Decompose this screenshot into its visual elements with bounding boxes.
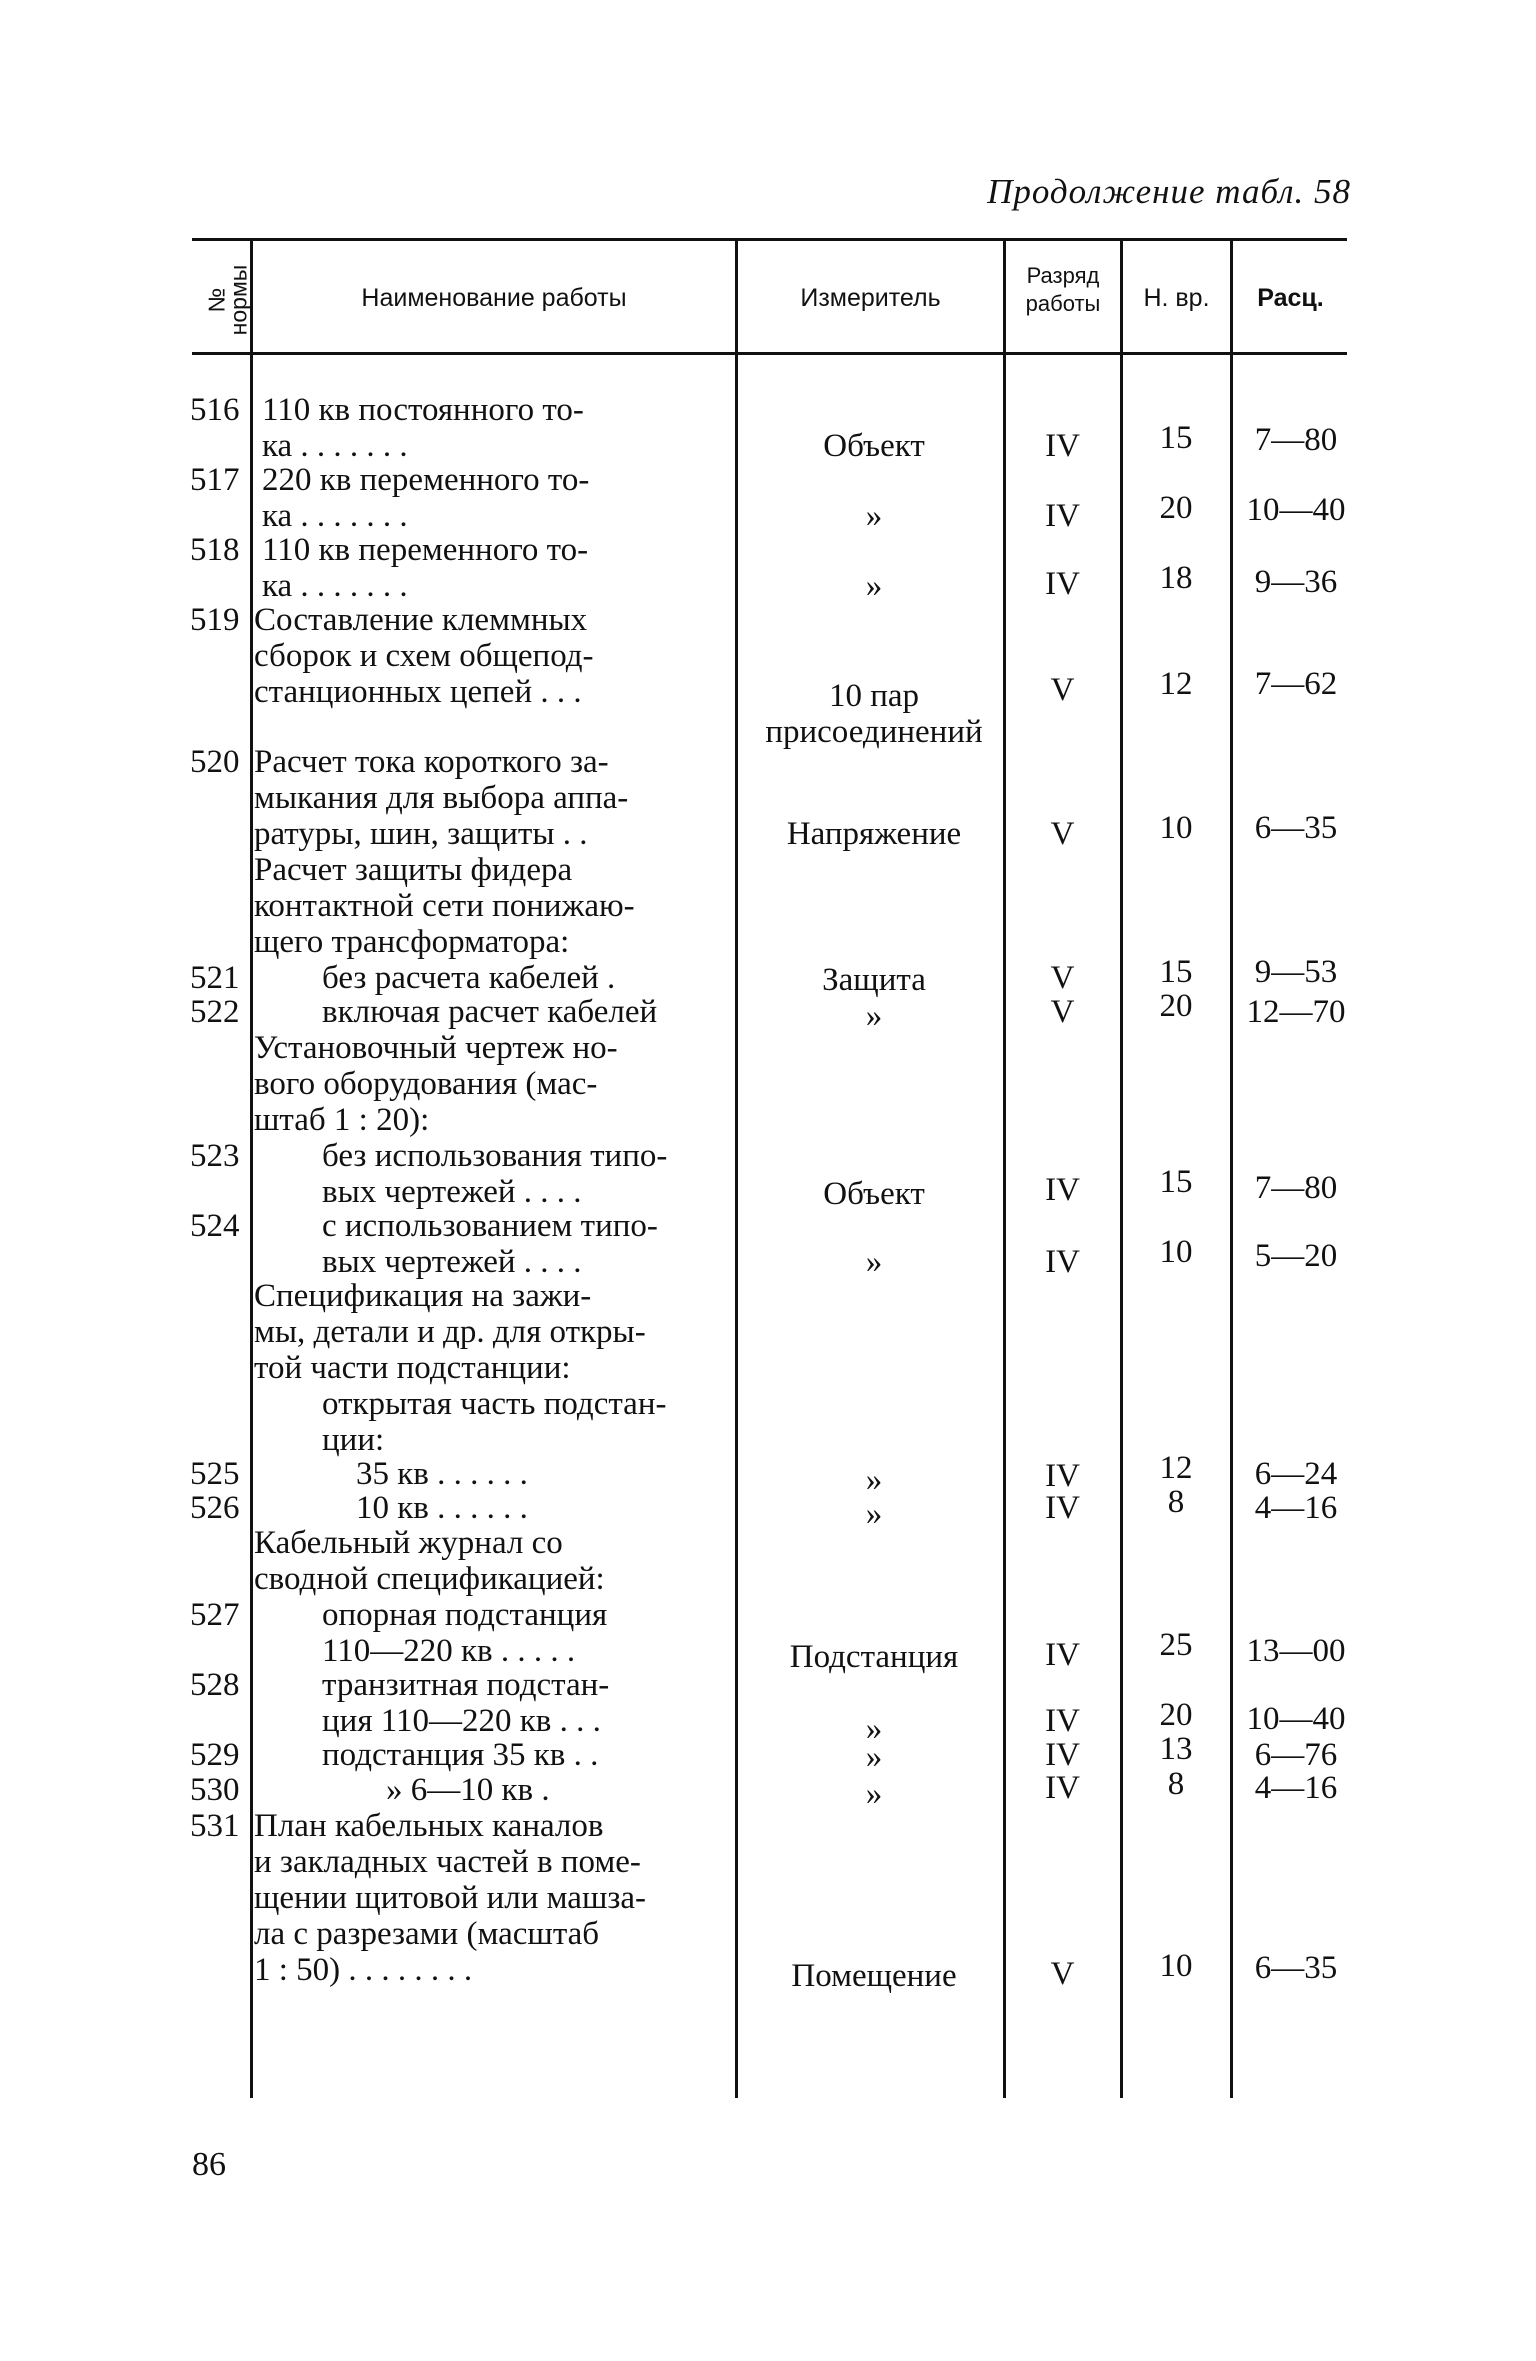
row-number: 523 <box>190 1138 240 1174</box>
row-grade: IV <box>1045 566 1080 602</box>
row-grade: V <box>1050 672 1075 708</box>
row-rate: 6—76 <box>1254 1737 1338 1773</box>
row-number: 521 <box>190 960 240 996</box>
column-divider <box>250 238 253 2098</box>
row-name: без использования типо- вых чертежей . . . . <box>322 1138 668 1210</box>
row-norm: 15 <box>1159 1164 1193 1200</box>
row-grade: IV <box>1045 1703 1080 1739</box>
row-number: 529 <box>190 1737 240 1773</box>
row-number: 525 <box>190 1456 240 1492</box>
row-name: транзитная подстан- ция 110—220 кв . . . <box>322 1667 610 1739</box>
row-name: 220 кв переменного то- ка . . . . . . . <box>262 462 590 534</box>
header-rate: Расц. <box>1257 284 1324 312</box>
row-measure: 10 пар присоединений <box>765 678 983 750</box>
header-name: Наименование работы <box>361 284 627 312</box>
row-rate: 10—40 <box>1246 1701 1346 1737</box>
row-norm: 10 <box>1159 1234 1193 1270</box>
row-norm: 8 <box>1167 1484 1185 1520</box>
row-name: включая расчет кабелей <box>322 994 658 1030</box>
row-grade: V <box>1050 960 1075 996</box>
row-grade: IV <box>1045 1770 1080 1806</box>
row-number: 527 <box>190 1597 240 1633</box>
row-measure: » <box>865 498 883 534</box>
row-rate: 7—80 <box>1254 1170 1338 1206</box>
row-name: 110 кв переменного то- ка . . . . . . . <box>262 532 589 604</box>
row-rate: 9—53 <box>1254 954 1338 990</box>
row-name: Расчет защиты фидера контактной сети понижаю- щего трансформатора: <box>254 852 635 960</box>
row-name: 35 кв . . . . . . <box>356 1456 528 1492</box>
row-rate: 4—16 <box>1254 1490 1338 1526</box>
row-measure: » <box>865 568 883 604</box>
page-number: 86 <box>192 2146 226 2183</box>
row-measure: Защита <box>822 962 926 998</box>
row-name: » 6—10 кв . <box>386 1772 550 1808</box>
row-name: 110 кв постоянного то- ка . . . . . . . <box>262 392 584 464</box>
row-number: 528 <box>190 1667 240 1703</box>
row-grade: IV <box>1045 428 1080 464</box>
row-measure: Помещение <box>791 1958 957 1994</box>
row-name: без расчета кабелей . <box>322 960 616 996</box>
row-measure: Напряжение <box>786 816 962 852</box>
row-norm: 20 <box>1159 490 1193 526</box>
row-measure: Подстанция <box>789 1639 959 1675</box>
row-grade: IV <box>1045 1637 1080 1673</box>
header-grade: Разряд работы <box>1025 263 1101 316</box>
row-rate: 7—62 <box>1254 666 1338 702</box>
row-measure: » <box>865 998 883 1034</box>
row-grade: V <box>1050 816 1075 852</box>
row-norm: 12 <box>1159 1450 1193 1486</box>
row-measure: » <box>865 1244 883 1280</box>
row-norm: 20 <box>1159 1697 1193 1733</box>
row-norm: 12 <box>1159 666 1193 702</box>
row-norm: 10 <box>1159 1948 1193 1984</box>
header-bottom-rule <box>192 352 1347 355</box>
row-name: подстанция 35 кв . . <box>322 1737 599 1773</box>
row-name: План кабельных каналов и закладных частей в поме- щении щитовой или машза- ла с разрезами (масштаб 1 : 50) . . . . . . . . <box>254 1808 647 1988</box>
row-number: 522 <box>190 994 240 1030</box>
row-grade: IV <box>1045 1458 1080 1494</box>
row-rate: 6—24 <box>1254 1456 1338 1492</box>
row-norm: 15 <box>1159 954 1193 990</box>
row-number: 517 <box>190 462 240 498</box>
row-rate: 5—20 <box>1254 1238 1338 1274</box>
row-name: опорная подстанция 110—220 кв . . . . . <box>322 1597 608 1669</box>
row-measure: » <box>865 1776 883 1812</box>
row-name: с использованием типо- вых чертежей . . . . <box>322 1208 658 1280</box>
row-measure: Объект <box>823 1176 925 1212</box>
row-name: Спецификация на зажи- мы, детали и др. для откры- той части подстанции: <box>254 1278 646 1386</box>
row-measure: » <box>865 1496 883 1532</box>
row-grade: IV <box>1045 1172 1080 1208</box>
row-number: 520 <box>190 744 240 780</box>
row-number: 526 <box>190 1490 240 1526</box>
row-norm: 15 <box>1159 420 1193 456</box>
row-norm: 13 <box>1159 1731 1193 1767</box>
row-grade: IV <box>1045 1737 1080 1773</box>
row-name: 10 кв . . . . . . <box>356 1490 528 1526</box>
row-norm: 25 <box>1159 1627 1193 1663</box>
table-top-rule <box>192 238 1347 241</box>
row-number: 516 <box>190 392 240 428</box>
row-rate: 12—70 <box>1246 994 1346 1030</box>
row-name: открытая часть подстан- ции: <box>322 1386 667 1458</box>
row-measure: Объект <box>823 428 925 464</box>
header-measure: Измеритель <box>800 284 941 312</box>
row-name: Расчет тока короткого за- мыкания для выбора аппа- ратуры, шин, защиты . . <box>254 744 629 852</box>
row-measure: » <box>865 1739 883 1775</box>
table-caption: Продолжение табл. 58 <box>987 172 1351 211</box>
row-rate: 7—80 <box>1254 422 1338 458</box>
row-grade: V <box>1050 994 1075 1030</box>
row-rate: 10—40 <box>1246 492 1346 528</box>
row-norm: 20 <box>1159 988 1193 1024</box>
row-rate: 6—35 <box>1254 810 1338 846</box>
row-rate: 9—36 <box>1254 564 1338 600</box>
row-rate: 6—35 <box>1254 1950 1338 1986</box>
row-grade: IV <box>1045 1490 1080 1526</box>
header-norm-time: Н. вр. <box>1143 284 1210 312</box>
row-measure: » <box>865 1462 883 1498</box>
row-number: 519 <box>190 602 240 638</box>
row-norm: 8 <box>1167 1766 1185 1802</box>
row-grade: IV <box>1045 498 1080 534</box>
row-name: Установочный чертеж но- вого оборудования (мас- штаб 1 : 20): <box>254 1030 618 1138</box>
row-grade: V <box>1050 1956 1075 1992</box>
header-number: № нормы <box>202 264 251 336</box>
row-rate: 4—16 <box>1254 1770 1338 1806</box>
row-name: Кабельный журнал со сводной спецификацией: <box>254 1525 605 1597</box>
row-number: 530 <box>190 1772 240 1808</box>
row-grade: IV <box>1045 1244 1080 1280</box>
row-number: 531 <box>190 1808 240 1844</box>
row-name: Составление клеммных сборок и схем общепод- станционных цепей . . . <box>254 602 594 710</box>
row-number: 518 <box>190 532 240 568</box>
row-measure: » <box>865 1711 883 1747</box>
row-number: 524 <box>190 1208 240 1244</box>
row-rate: 13—00 <box>1246 1633 1346 1669</box>
row-norm: 10 <box>1159 810 1193 846</box>
row-norm: 18 <box>1159 560 1193 596</box>
